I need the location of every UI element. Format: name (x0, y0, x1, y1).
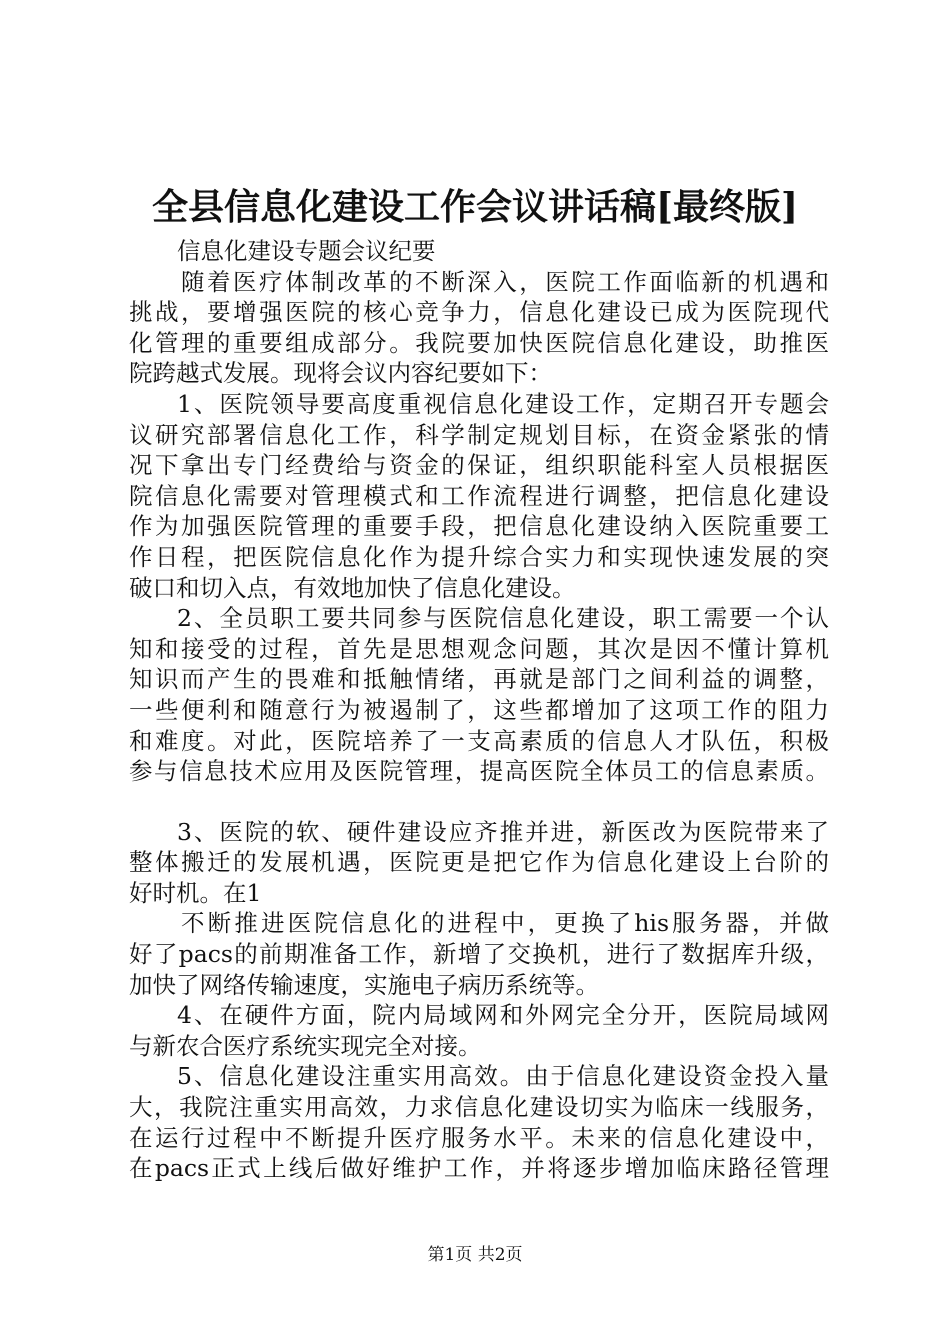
paragraph-line: 整体搬迁的发展机遇，医院更是把它作为信息化建设上台阶的 (129, 848, 829, 877)
paragraph-line: 知识而产生的畏难和抵触情绪，再就是部门之间利益的调整， (129, 665, 829, 694)
paragraph-line: 参与信息技术应用及医院管理，提高医院全体员工的信息素质。 (129, 757, 829, 786)
paragraph-line: 挑战，要增强医院的核心竞争力，信息化建设已成为医院现代 (129, 298, 829, 327)
paragraph-line: 4、在硬件方面，院内局域网和外网完全分开，医院局域网 (177, 1001, 829, 1030)
paragraph-gap (129, 787, 829, 817)
paragraph-line: 大，我院注重实用高效，力求信息化建设切实为临床一线服务， (129, 1093, 829, 1122)
paragraph-line: 加快了网络传输速度，实施电子病历系统等。 (129, 970, 599, 999)
paragraph-line: 5、信息化建设注重实用高效。由于信息化建设资金投入量 (177, 1062, 829, 1091)
paragraph-line: 1、医院领导要高度重视信息化建设工作，定期召开专题会 (177, 389, 829, 418)
paragraph-line: 不断推进医院信息化的进程中，更换了his服务器，并做 (181, 909, 829, 938)
paragraph-line: 院跨越式发展。现将会议内容纪要如下： (129, 359, 552, 388)
paragraph-line: 化管理的重要组成部分。我院要加快医院信息化建设，助推医 (129, 328, 829, 357)
paragraph-line: 在运行过程中不断提升医疗服务水平。未来的信息化建设中， (129, 1123, 829, 1152)
paragraph-line: 2、全员职工要共同参与医院信息化建设，职工需要一个认 (177, 604, 829, 633)
paragraph-line: 和难度。对此，医院培养了一支高素质的信息人才队伍，积极 (129, 726, 829, 755)
paragraph-line: 与新农合医疗系统实现完全对接。 (129, 1031, 482, 1060)
paragraph-line: 3、医院的软、硬件建设应齐推并进，新医改为医院带来了 (177, 817, 829, 846)
paragraph-line: 作为加强医院管理的重要手段，把信息化建设纳入医院重要工 (129, 512, 829, 541)
subtitle: 信息化建设专题会议纪要 (177, 237, 436, 265)
paragraph-line: 好时机。在1 (129, 878, 262, 907)
paragraph-line: 知和接受的过程，首先是思想观念问题，其次是因不懂计算机 (129, 634, 829, 663)
paragraph-line: 一些便利和随意行为被遏制了，这些都增加了这项工作的阻力 (129, 695, 829, 724)
page-number-footer: 第1页 共2页 (427, 1245, 523, 1265)
paragraph-line: 议研究部署信息化工作，科学制定规划目标，在资金紧张的情 (129, 420, 829, 449)
paragraph-line: 作日程，把医院信息化作为提升综合实力和实现快速发展的突 (129, 542, 829, 571)
paragraph-line: 随着医疗体制改革的不断深入，医院工作面临新的机遇和 (181, 267, 829, 296)
document-body (129, 236, 829, 1184)
paragraph-line: 好了pacs的前期准备工作，新增了交换机，进行了数据库升级， (129, 940, 829, 969)
paragraph-line: 况下拿出专门经费给与资金的保证，组织职能科室人员根据医 (129, 451, 829, 480)
document-title: 全县信息化建设工作会议讲话稿[最终版] (151, 186, 799, 228)
paragraph-line: 在pacs正式上线后做好维护工作，并将逐步增加临床路径管理 (129, 1154, 829, 1183)
paragraph-line: 破口和切入点，有效地加快了信息化建设。 (129, 573, 576, 602)
paragraph-line: 院信息化需要对管理模式和工作流程进行调整，把信息化建设 (129, 481, 829, 510)
